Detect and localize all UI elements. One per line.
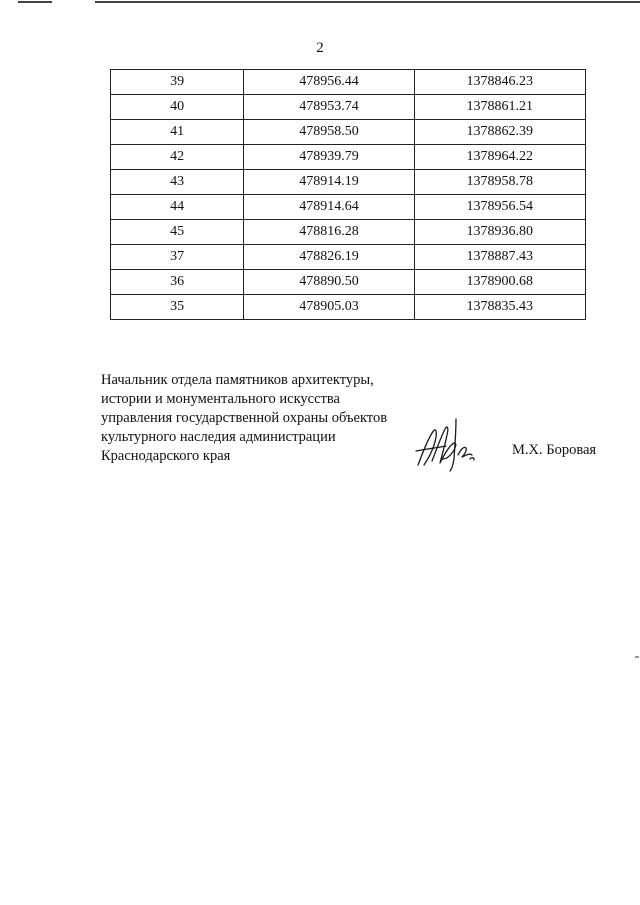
- y-coordinate-cell: 1378846.23: [414, 70, 585, 95]
- y-coordinate-cell: 1378835.43: [414, 295, 585, 320]
- signer-name: М.Х. Боровая: [512, 442, 597, 458]
- x-coordinate-cell: 478905.03: [244, 295, 414, 320]
- table-row: [111, 170, 586, 195]
- y-coordinate-cell: 1378887.43: [414, 245, 585, 270]
- x-coordinate-cell: 478816.28: [244, 220, 414, 245]
- point-number-cell: 45: [111, 220, 244, 245]
- point-number-cell: 39: [111, 70, 244, 95]
- table-row: [111, 295, 586, 320]
- table-row: [111, 270, 586, 295]
- point-number-cell: 44: [111, 195, 244, 220]
- y-coordinate-cell: 1378958.78: [414, 170, 585, 195]
- x-coordinate-cell: 478939.79: [244, 145, 414, 170]
- margin-mark: [635, 656, 639, 658]
- y-coordinate-cell: 1378861.21: [414, 95, 585, 120]
- scan-edge-artifact: [0, 0, 640, 4]
- position-line: Начальник отдела памятников архитектуры,: [101, 372, 374, 388]
- x-coordinate-cell: 478890.50: [244, 270, 414, 295]
- table-row: [111, 145, 586, 170]
- table-row: [111, 195, 586, 220]
- y-coordinate-cell: 1378956.54: [414, 195, 585, 220]
- point-number-cell: 36: [111, 270, 244, 295]
- x-coordinate-cell: 478956.44: [244, 70, 414, 95]
- handwritten-signature: [412, 415, 484, 473]
- position-line: истории и монументального искусства: [101, 391, 340, 407]
- table-row: [111, 70, 586, 95]
- y-coordinate-cell: 1378862.39: [414, 120, 585, 145]
- y-coordinate-cell: 1378964.22: [414, 145, 585, 170]
- table-row: [111, 245, 586, 270]
- point-number-cell: 35: [111, 295, 244, 320]
- position-line: управления государственной охраны объектов: [101, 410, 388, 426]
- table-row: [111, 120, 586, 145]
- point-number-cell: 42: [111, 145, 244, 170]
- table-row: [111, 95, 586, 120]
- point-number-cell: 43: [111, 170, 244, 195]
- x-coordinate-cell: 478914.64: [244, 195, 414, 220]
- y-coordinate-cell: 1378936.80: [414, 220, 585, 245]
- point-number-cell: 37: [111, 245, 244, 270]
- position-line: культурного наследия администрации: [101, 429, 336, 445]
- signatory-position: [101, 371, 411, 466]
- point-number-cell: 40: [111, 95, 244, 120]
- x-coordinate-cell: 478953.74: [244, 95, 414, 120]
- x-coordinate-cell: 478958.50: [244, 120, 414, 145]
- table-row: [111, 220, 586, 245]
- y-coordinate-cell: 1378900.68: [414, 270, 585, 295]
- coordinates-table: [110, 69, 586, 320]
- x-coordinate-cell: 478826.19: [244, 245, 414, 270]
- point-number-cell: 41: [111, 120, 244, 145]
- page-number: 2: [316, 40, 324, 56]
- position-line: Краснодарского края: [101, 448, 231, 464]
- x-coordinate-cell: 478914.19: [244, 170, 414, 195]
